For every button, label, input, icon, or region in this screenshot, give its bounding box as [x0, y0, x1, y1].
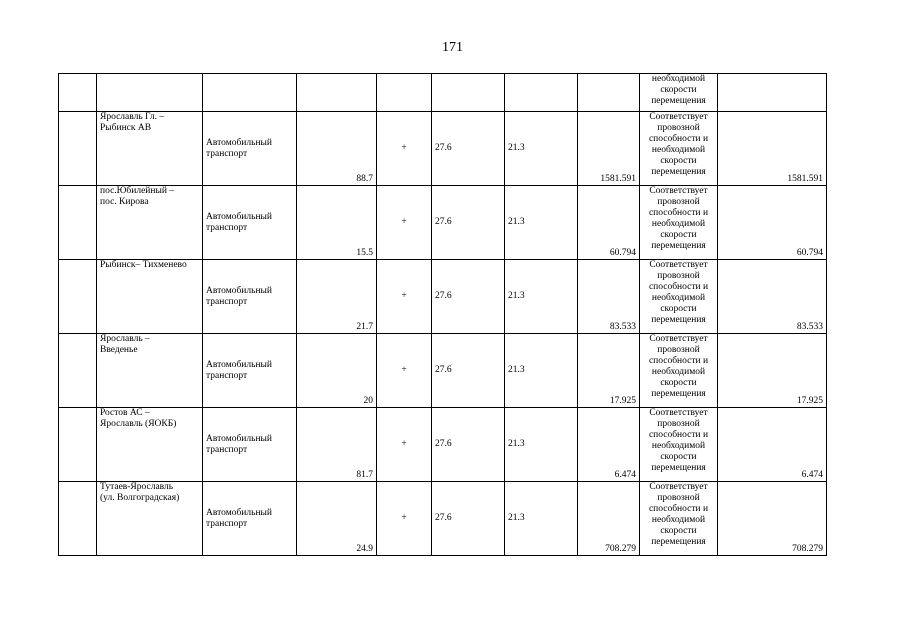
routes-table [58, 73, 827, 556]
cell-value2 [718, 112, 827, 186]
cell-value [578, 482, 640, 556]
cell-index [59, 260, 97, 334]
cell-route [97, 74, 203, 112]
cell-mark-text: + [401, 365, 407, 375]
cell-value2-text: 6.474 [801, 470, 823, 480]
cell-mode [203, 482, 297, 556]
cell-route [97, 334, 203, 408]
cell-v2-text: 21.3 [508, 439, 525, 449]
cell-mark-text: + [401, 217, 407, 227]
cell-v1 [432, 482, 505, 556]
cell-length-text: 20 [363, 396, 373, 406]
cell-v1-text: 27.6 [435, 291, 452, 301]
table-row [59, 186, 827, 260]
cell-v2 [505, 482, 578, 556]
cell-value [578, 334, 640, 408]
table-row [59, 482, 827, 556]
cell-v2 [505, 74, 578, 112]
cell-length-text: 24.9 [356, 544, 373, 554]
cell-value2-text: 60.794 [796, 248, 823, 258]
cell-mark-text: + [401, 513, 407, 523]
cell-value2 [718, 186, 827, 260]
table-row [59, 408, 827, 482]
cell-conformity-text: Соответствует провозной способности и необходимой скорости перемещения [648, 112, 709, 177]
cell-mode [203, 74, 297, 112]
cell-v1-text: 27.6 [435, 217, 452, 227]
cell-mark-text: + [401, 143, 407, 153]
conformity-text: необходимой скорости перемещения [651, 74, 706, 106]
cell-v2-text: 21.3 [508, 365, 525, 375]
cell-length-text: 15.5 [356, 248, 373, 258]
cell-mark [377, 334, 432, 408]
cell-conformity-text: Соответствует провозной способности и необходимой скорости перемещения [648, 482, 709, 547]
cell-value-text: 17.925 [609, 396, 636, 406]
cell-route [97, 408, 203, 482]
cell-conformity-text: Соответствует провозной способности и необходимой скорости перемещения [648, 186, 709, 251]
cell-conformity [640, 186, 718, 260]
cell-route [97, 482, 203, 556]
cell-index [59, 186, 97, 260]
cell-value-text: 1581.591 [600, 174, 636, 184]
cell-mark [377, 74, 432, 112]
cell-value2-text: 708.279 [792, 544, 823, 554]
cell-length [297, 74, 377, 112]
cell-value-text: 708.279 [605, 544, 636, 554]
cell-route-text: Ростов АС – Ярославль (ЯОКБ) [100, 408, 177, 429]
cell-v1-text: 27.6 [435, 365, 452, 375]
cell-conformity-text: Соответствует провозной способности и необходимой скорости перемещения [648, 408, 709, 473]
cell-v1-text: 27.6 [435, 143, 452, 153]
cell-length [297, 112, 377, 186]
cell-route-text: Тутаев-Ярославль (ул. Волгоградская) [100, 482, 180, 503]
cell-v2 [505, 334, 578, 408]
cell-length [297, 334, 377, 408]
cell-length [297, 408, 377, 482]
cell-value [578, 186, 640, 260]
cell-route-text: пос.Юбилейный – пос. Кирова [100, 186, 175, 207]
cell-route-text: Ярославль Гл. – Рыбинск АВ [100, 112, 165, 133]
cell-length [297, 482, 377, 556]
cell-v1 [432, 334, 505, 408]
cell-index [59, 408, 97, 482]
cell-value [578, 112, 640, 186]
cell-value2 [718, 408, 827, 482]
cell-route [97, 186, 203, 260]
cell-v2 [505, 186, 578, 260]
cell-value2-text: 17.925 [796, 396, 823, 406]
cell-value2-text: 1581.591 [787, 174, 823, 184]
cell-conformity [640, 334, 718, 408]
cell-mode-text: Автомобильный транспорт [206, 433, 273, 455]
table-row-continued [59, 74, 827, 112]
cell-length-text: 81.7 [356, 470, 373, 480]
cell-conformity [640, 408, 718, 482]
cell-length [297, 186, 377, 260]
table-row [59, 260, 827, 334]
cell-index [59, 482, 97, 556]
cell-length [297, 260, 377, 334]
cell-mode-text: Автомобильный транспорт [206, 211, 273, 233]
cell-mark [377, 112, 432, 186]
cell-mode [203, 408, 297, 482]
cell-route-text: Рыбинск– Тихменево [100, 260, 187, 270]
page-number: 171 [442, 40, 463, 55]
cell-mode [203, 186, 297, 260]
cell-v2-text: 21.3 [508, 143, 525, 153]
cell-v1 [432, 112, 505, 186]
cell-value [578, 408, 640, 482]
cell-mode-text: Автомобильный транспорт [206, 507, 273, 529]
cell-mark-text: + [401, 439, 407, 449]
cell-v2 [505, 112, 578, 186]
cell-value-text: 60.794 [609, 248, 636, 258]
cell-mark [377, 260, 432, 334]
cell-length-text: 21.7 [356, 322, 373, 332]
cell-length-text: 88.7 [356, 174, 373, 184]
cell-mark [377, 408, 432, 482]
cell-v1 [432, 408, 505, 482]
cell-index [59, 334, 97, 408]
cell-value-text: 83.533 [609, 322, 636, 332]
cell-v2 [505, 260, 578, 334]
cell-mode-text: Автомобильный транспорт [206, 285, 273, 307]
cell-route [97, 260, 203, 334]
cell-v1 [432, 260, 505, 334]
cell-route [97, 112, 203, 186]
cell-value2 [718, 334, 827, 408]
cell-conformity [640, 74, 718, 112]
cell-mode [203, 334, 297, 408]
cell-value-text: 6.474 [614, 470, 636, 480]
cell-conformity [640, 112, 718, 186]
cell-value2 [718, 74, 827, 112]
cell-v2 [505, 408, 578, 482]
cell-v2-text: 21.3 [508, 513, 525, 523]
cell-conformity [640, 482, 718, 556]
cell-value [578, 260, 640, 334]
cell-conformity-text: Соответствует провозной способности и необходимой скорости перемещения [648, 334, 709, 399]
cell-v2-text: 21.3 [508, 291, 525, 301]
cell-route-text: Ярославль – Введенье [100, 334, 150, 355]
table-row [59, 112, 827, 186]
cell-v1 [432, 186, 505, 260]
cell-index [59, 112, 97, 186]
cell-v2-text: 21.3 [508, 217, 525, 227]
cell-v1 [432, 74, 505, 112]
cell-mode [203, 112, 297, 186]
cell-v1-text: 27.6 [435, 513, 452, 523]
cell-conformity [640, 260, 718, 334]
cell-mark [377, 482, 432, 556]
cell-index [59, 74, 97, 112]
cell-mode-text: Автомобильный транспорт [206, 137, 273, 159]
cell-value2 [718, 482, 827, 556]
cell-mark [377, 186, 432, 260]
cell-mode-text: Автомобильный транспорт [206, 359, 273, 381]
table-row [59, 334, 827, 408]
cell-value2-text: 83.533 [796, 322, 823, 332]
cell-mark-text: + [401, 291, 407, 301]
cell-value [578, 74, 640, 112]
cell-value2 [718, 260, 827, 334]
cell-conformity-text: Соответствует провозной способности и необходимой скорости перемещения [648, 260, 709, 325]
cell-mode [203, 260, 297, 334]
cell-v1-text: 27.6 [435, 439, 452, 449]
